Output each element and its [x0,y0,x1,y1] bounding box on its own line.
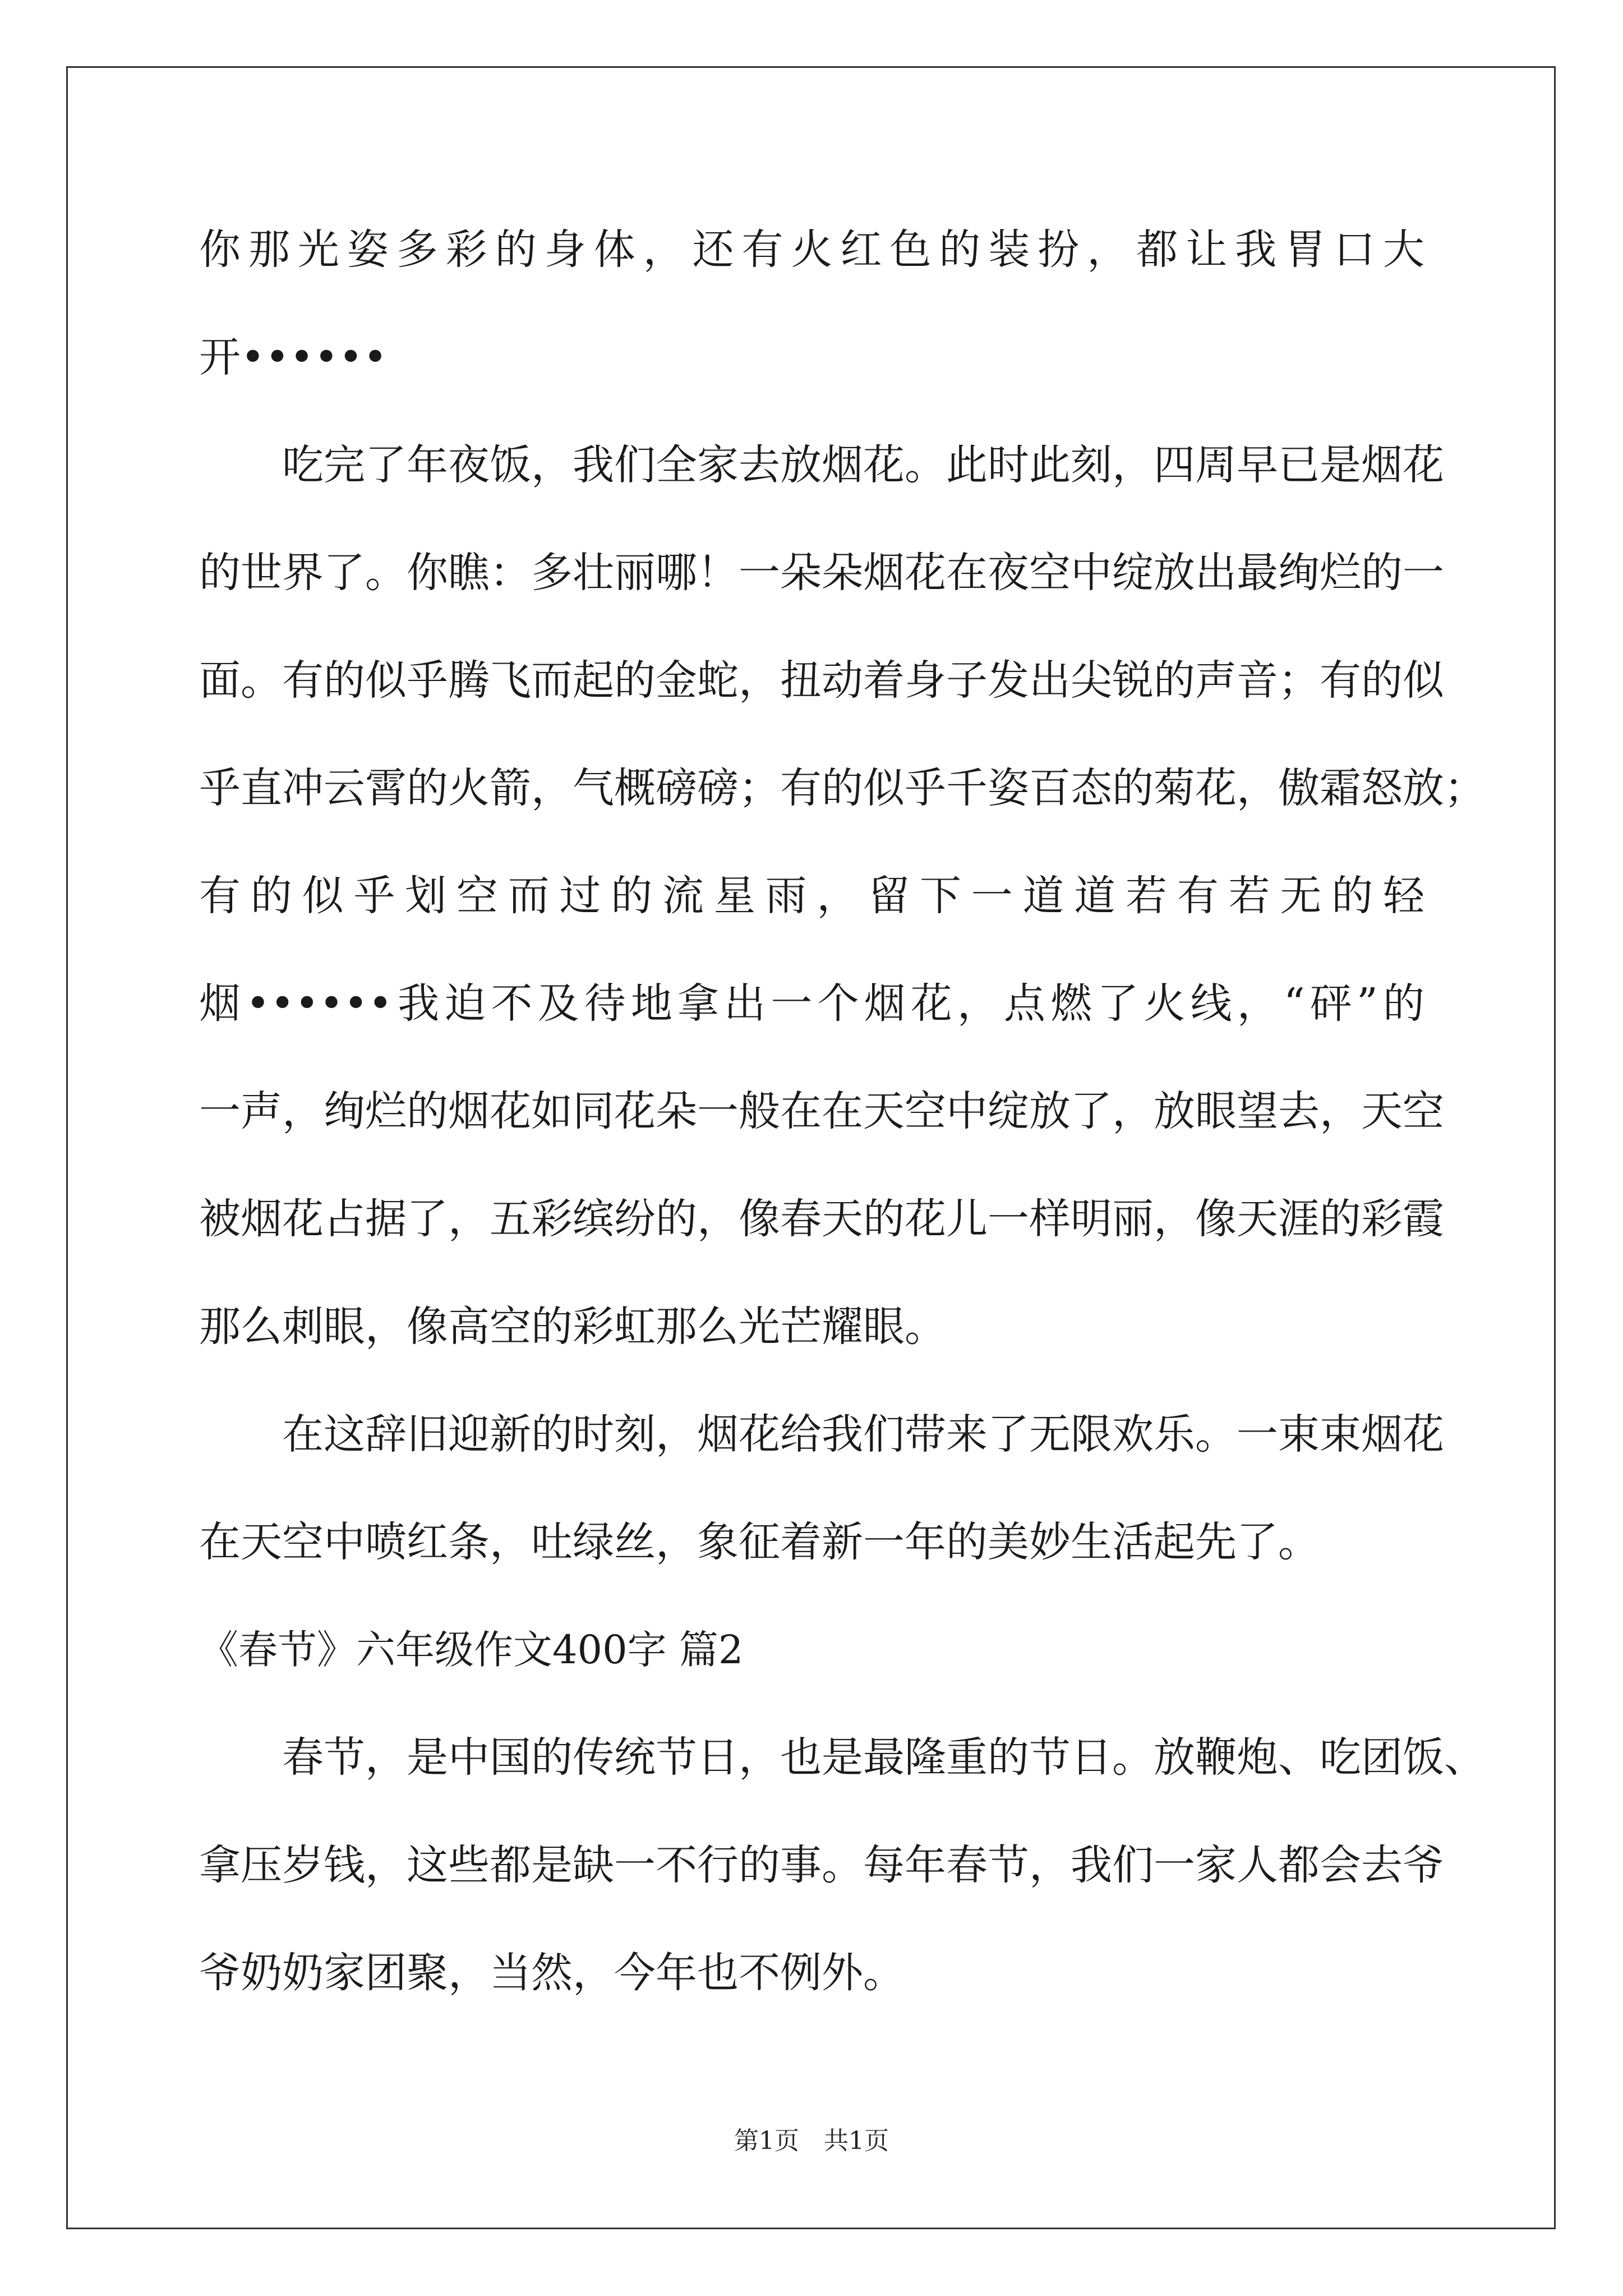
section-heading: 《春节》六年级作文400字 篇2 [199,1627,744,1673]
document-body [199,216,1486,2047]
text-line: 爷奶奶家团聚，当然，今年也不例外。 [199,1949,905,1997]
page-number-footer: 第1页 共1页 [734,2127,889,2155]
text-line: 面。有的似乎腾飞而起的金蛇，扭动着身子发出尖锐的声音；有的似 [199,656,1444,705]
text-line: 一声，绚烂的烟花如同花朵一般在在天空中绽放了，放眼望去，天空 [199,1087,1444,1135]
paragraph-start-line: 在这辞旧迎新的时刻，烟花给我们带来了无限欢乐。一束束烟花 [282,1410,1444,1458]
text-line: 有的似乎划空而过的流星雨，留下一道道若有若无的轻 [199,872,1424,920]
text-line: 那么刺眼，像高空的彩虹那么光芒耀眼。 [199,1303,946,1351]
paragraph-start-line: 吃完了年夜饭，我们全家去放烟花。此时此刻，四周早已是烟花 [282,441,1444,489]
text-line: 开•••••• [199,333,388,381]
text-line: 烟••••••我迫不及待地拿出一个烟花，点燃了火线，“砰”的 [199,979,1424,1028]
text-line: 的世界了。你瞧：多壮丽哪！一朵朵烟花在夜空中绽放出最绚烂的一 [199,549,1444,597]
text-line: 你那光姿多彩的身体，还有火红色的装扮，都让我胃口大 [199,226,1424,274]
paragraph-start-line: 春节，是中国的传统节日，也是最隆重的节日。放鞭炮、吃团饭、 [282,1733,1486,1782]
text-line: 拿压岁钱，这些都是缺一不行的事。每年春节，我们一家人都会去爷 [199,1841,1444,1889]
text-line: 被烟花占据了，五彩缤纷的，像春天的花儿一样明丽，像天涯的彩霞 [199,1195,1444,1243]
text-line: 乎直冲云霄的火箭，气概磅磅；有的似乎千姿百态的菊花，傲霜怒放； [199,764,1486,812]
text-line: 在天空中喷红条，吐绿丝，象征着新一年的美妙生活起先了。 [199,1518,1320,1566]
